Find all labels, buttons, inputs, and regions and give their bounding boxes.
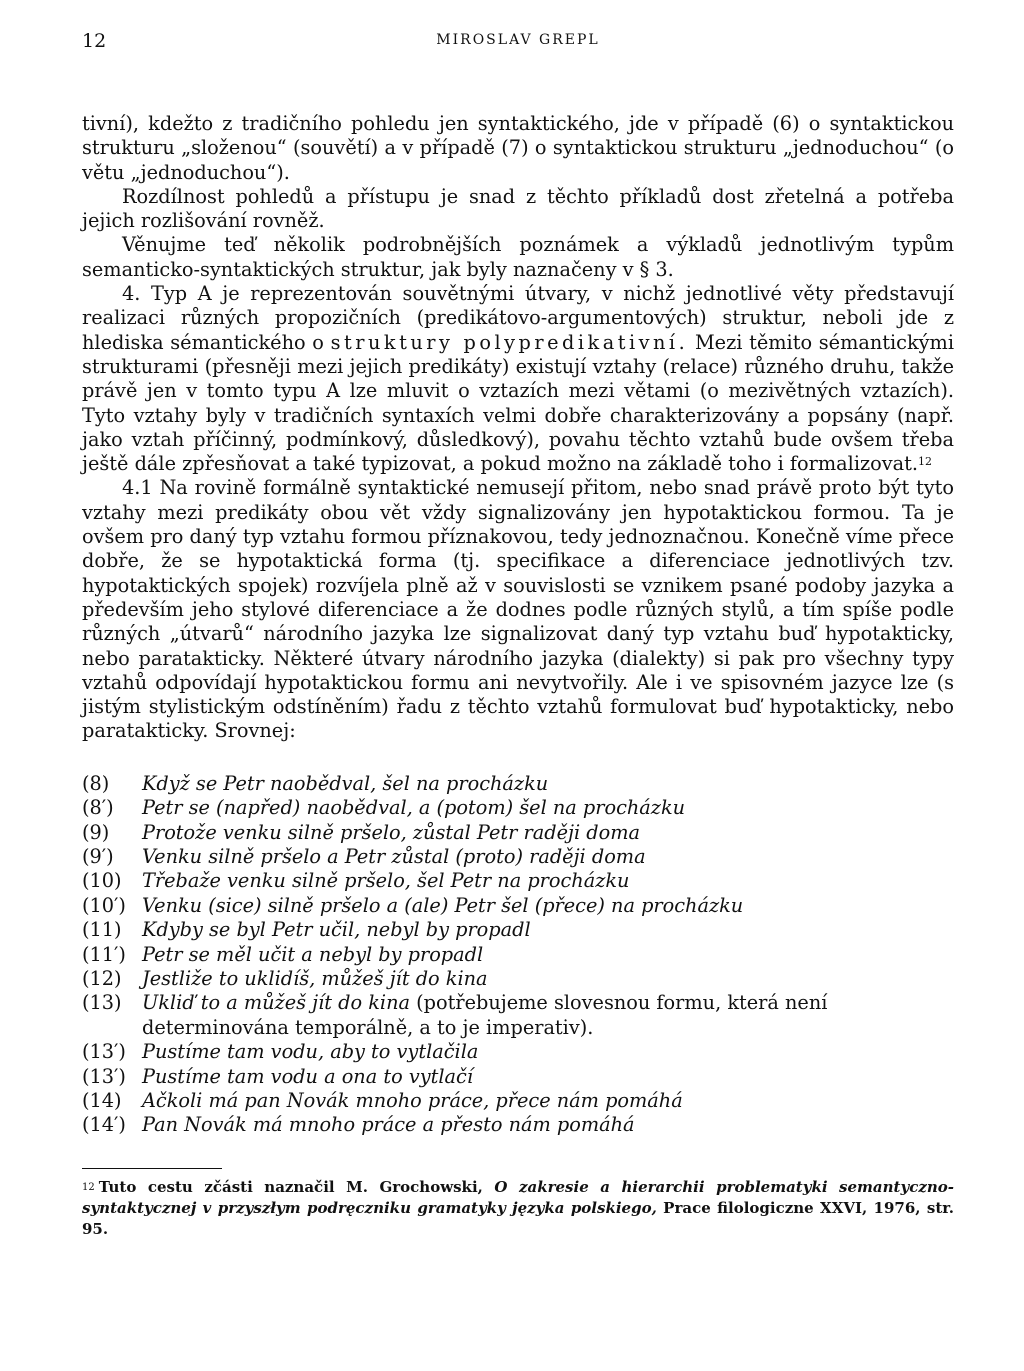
example-item xyxy=(82,943,954,967)
paragraph-4-1: 4.1 Na rovině formálně syntaktické nemusejí přitom, nebo snad právě proto být tyto vztahy mezi predikáty obou vět vždy signalizovány jen hypotaktickou formou. Ta je ovšem pro daný typ vztahu formou příznakovou, tedy jednoznačnou. Konečně víme přece dobře, že se hypotaktická forma (tj. specifikace a diferenciace jednotlivých tzv. hypotaktických spojek) rozvíjela plně až v souvislosti se vznikem psané podoby jazyka a především jeho stylové diferenciace a že dodnes podle různých stylů, a tím spíše podle různých „útvarů“ národního jazyka lze signalizovat daný typ vztahu buď hypotakticky, nebo paratakticky. Některé útvary národního jazyka (dialekty) si pak pro všechny typy vztahů odpovídají hypotaktickou formu ani nevytvořily. Ale i ve spisovném jazyce lze (s jistým stylistickým odstíněním) řadu z těchto vztahů formulovat buď hypotakticky, nebo paratakticky. Srovnej: xyxy=(82,476,954,743)
example-number: (13′) xyxy=(82,1064,126,1088)
example-item xyxy=(82,894,954,918)
example-number: (11) xyxy=(82,918,122,942)
footnote-title: O zakresie a hierarchii problematyki semantyczno-syntaktycznej v przyszłym podręczniku gramatyky języka polskiego, xyxy=(82,1177,954,1217)
example-item xyxy=(82,918,954,942)
examples-list xyxy=(82,772,954,1138)
example-item xyxy=(82,821,954,845)
example-item xyxy=(82,772,954,796)
paragraph-continued: tivní), kdežto z tradičního pohledu jen syntaktického, jde v případě (6) o syntaktickou strukturu „složenou“ (souvětí) a v případě (7) o syntaktickou strukturu „jednoduchou“ (o větu „jednoduchou“). xyxy=(82,112,954,184)
example-number: (14) xyxy=(82,1089,122,1112)
example-text: Ukliď to a můžeš jít do kina xyxy=(142,991,411,1015)
example-item xyxy=(82,796,954,820)
example-number: (10′) xyxy=(82,893,126,917)
example-number: (11′) xyxy=(82,942,126,966)
example-item xyxy=(82,869,954,893)
footnote-text-a: Tuto cestu zčásti naznačil M. Grochowski, xyxy=(98,1177,483,1196)
example-text: Jestliže to uklidíš, můžeš jít do kina xyxy=(142,966,488,990)
example-number: (8′) xyxy=(82,796,114,820)
example-number: (13′) xyxy=(82,1040,126,1064)
example-number: (9′) xyxy=(82,844,114,868)
example-text: Petr se (napřed) naobědval, a (potom) šel na procházku xyxy=(142,796,686,820)
paragraph-typ-a-part1: 4. Typ A je reprezentován souvětnými útvary, v nichž jednotlivé věty představují realizaci různých propozičních (predikátovo-argumentových) struktur, neboli jde z hlediska sémantického o xyxy=(82,282,954,354)
example-number: (14′) xyxy=(82,1113,126,1137)
example-item xyxy=(82,1113,954,1137)
example-text: Pustíme tam vodu, aby to vytlačila xyxy=(142,1040,479,1064)
page-header xyxy=(82,30,954,60)
example-item xyxy=(82,845,954,869)
example-text: Venku silně pršelo a Petr zůstal (proto) raději doma xyxy=(142,844,646,868)
footnote-mark: 12 xyxy=(82,1181,95,1193)
paragraph-typ-a-part2: Mezi těmito sémantickými strukturami (přesněji mezi jejich predikáty) existují vztahy (relace) různého druhu, takže právě jen v tomto typu A lze mluvit o vztazích mezi větami (o mezivětných vztazích). Tyto vztahy byly v tradičních syntaxích velmi dobře charakterizovány a popsány (např. jako vztah příčinný, podmínkový, důsledkový), povahu těchto vztahů bude ovšem třeba ještě dále zpřesňovat a také typizovat, a pokud možno na základě toho i formalizovat. xyxy=(82,330,955,476)
example-text: Petr se měl učit a nebyl by propadl xyxy=(142,942,484,966)
page-number: 12 xyxy=(82,30,107,52)
example-text: Pustíme tam vodu a ona to vytlačí xyxy=(142,1064,473,1088)
example-item xyxy=(82,967,954,991)
example-number: (12) xyxy=(82,966,122,990)
paragraph-rozdilnost: Rozdílnost pohledů a přístupu je snad z těchto příkladů dost zřetelná a potřeba jejich rozlišování rovněž. xyxy=(82,184,954,233)
example-number: (8) xyxy=(82,771,110,795)
example-number: (10) xyxy=(82,869,122,893)
example-text: Když se Petr naobědval, šel na procházku xyxy=(142,771,549,795)
footnote-divider xyxy=(82,1168,222,1169)
example-item xyxy=(82,991,954,1040)
example-number: (13) xyxy=(82,991,122,1015)
example-comment: (potřebujeme slovesnou formu, která není determinována temporálně, a to je imperativ). xyxy=(142,991,828,1039)
example-item xyxy=(82,1040,954,1064)
example-text: Kdyby se byl Petr učil, nebyl by propadl xyxy=(142,918,531,942)
example-item xyxy=(82,1065,954,1089)
example-number: (9) xyxy=(82,820,110,844)
example-text: Ačkoli má pan Novák mnoho práce, přece nám pomáhá xyxy=(142,1089,683,1112)
emphasis-polypredikativni: struktury polypredikativní. xyxy=(330,330,689,354)
footnote-reference: 12 xyxy=(918,455,933,469)
page xyxy=(82,30,954,1240)
example-text: Venku (sice) silně pršelo a (ale) Petr šel (přece) na procházku xyxy=(142,893,744,917)
running-head: MIROSLAV GREPL xyxy=(436,32,600,48)
footnote xyxy=(82,1177,954,1240)
footnote-text-b: Prace filologiczne XXVI, 1976, str. 95. xyxy=(82,1198,955,1238)
paragraph-typ-a xyxy=(82,282,954,476)
example-text: Protože venku silně pršelo, zůstal Petr raději doma xyxy=(142,820,640,844)
example-text: Třebaže venku silně pršelo, šel Petr na procházku xyxy=(142,869,630,893)
example-text: Pan Novák má mnoho práce a přesto nám pomáhá xyxy=(142,1113,635,1137)
body-text xyxy=(82,112,954,744)
paragraph-venujme: Věnujme teď několik podrobnějších poznámek a výkladů jednotlivým typům semanticko-syntaktických struktur, jak byly naznačeny v § 3. xyxy=(82,233,954,281)
example-item xyxy=(82,1089,954,1113)
